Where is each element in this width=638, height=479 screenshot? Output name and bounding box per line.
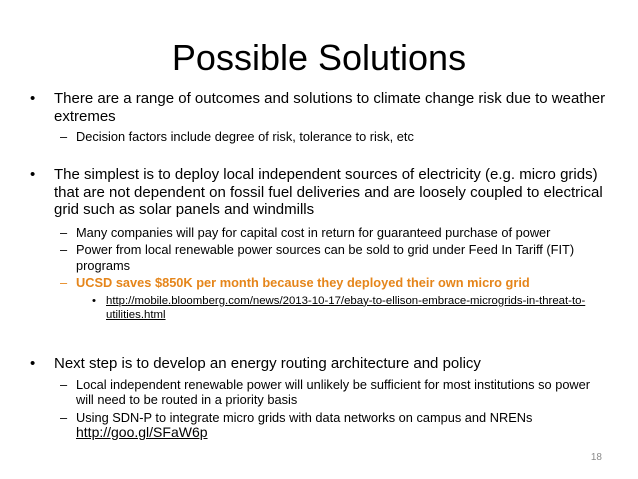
page-number: 18 bbox=[590, 452, 602, 463]
bullet-1 bbox=[30, 90, 608, 145]
dash-icon: – bbox=[60, 242, 68, 257]
sub-bullet: – Local independent renewable power will unlikely be sufficient for most institutions so power will need to be routed in a priority basis bbox=[60, 376, 591, 407]
dash-icon: – bbox=[60, 376, 68, 392]
bullet-2 bbox=[30, 166, 608, 322]
bullet-dot-icon: • bbox=[92, 294, 96, 307]
dash-icon: – bbox=[60, 275, 68, 290]
dash-icon: – bbox=[60, 224, 68, 240]
sub-bullet-highlight: – UCSD saves $850K per month because they deployed their own micro grid bbox=[60, 275, 530, 290]
bullet-text: Next step is to develop an energy routing architecture and policy bbox=[54, 355, 481, 372]
dash-icon: – bbox=[60, 409, 68, 425]
sub-bullet: – Decision factors include degree of risk, tolerance to risk, etc bbox=[60, 129, 414, 144]
slide-title: Possible Solutions bbox=[171, 37, 467, 78]
bullet-dot-icon: • bbox=[30, 355, 36, 372]
bloomberg-link[interactable]: http://mobile.bloomberg.com/news/2013-10-17/ebay-to-ellison-embrace-microgrids-in-threat-to-utilities.html bbox=[106, 294, 586, 321]
bullet-text: There are a range of outcomes and solutions to climate change risk due to weather extremes bbox=[54, 90, 606, 125]
sub-bullet: – Using SDN-P to integrate micro grids with data networks on campus and NRENs http://goo.gl/SFaW6p bbox=[60, 409, 533, 440]
bullet-dot-icon: • bbox=[30, 166, 36, 183]
bullet-text: The simplest is to deploy local independent sources of electricity (e.g. micro grids) that are not dependent on fossil fuel deliveries and are loosely coupled to electrical grid such as solar panels and windmills bbox=[54, 166, 603, 218]
sub-bullet: – Power from local renewable power sources can be sold to grid under Feed In Tariff (FIT) programs bbox=[60, 242, 575, 273]
goo-gl-link[interactable]: http://goo.gl/SFaW6p bbox=[76, 424, 208, 440]
dash-icon: – bbox=[60, 129, 68, 144]
bullet-3 bbox=[30, 355, 608, 441]
sub-bullet: – Many companies will pay for capital cost in return for guaranteed purchase of power bbox=[60, 224, 551, 240]
sub-sub-bullet bbox=[92, 294, 608, 322]
bullet-dot-icon: • bbox=[30, 90, 36, 107]
